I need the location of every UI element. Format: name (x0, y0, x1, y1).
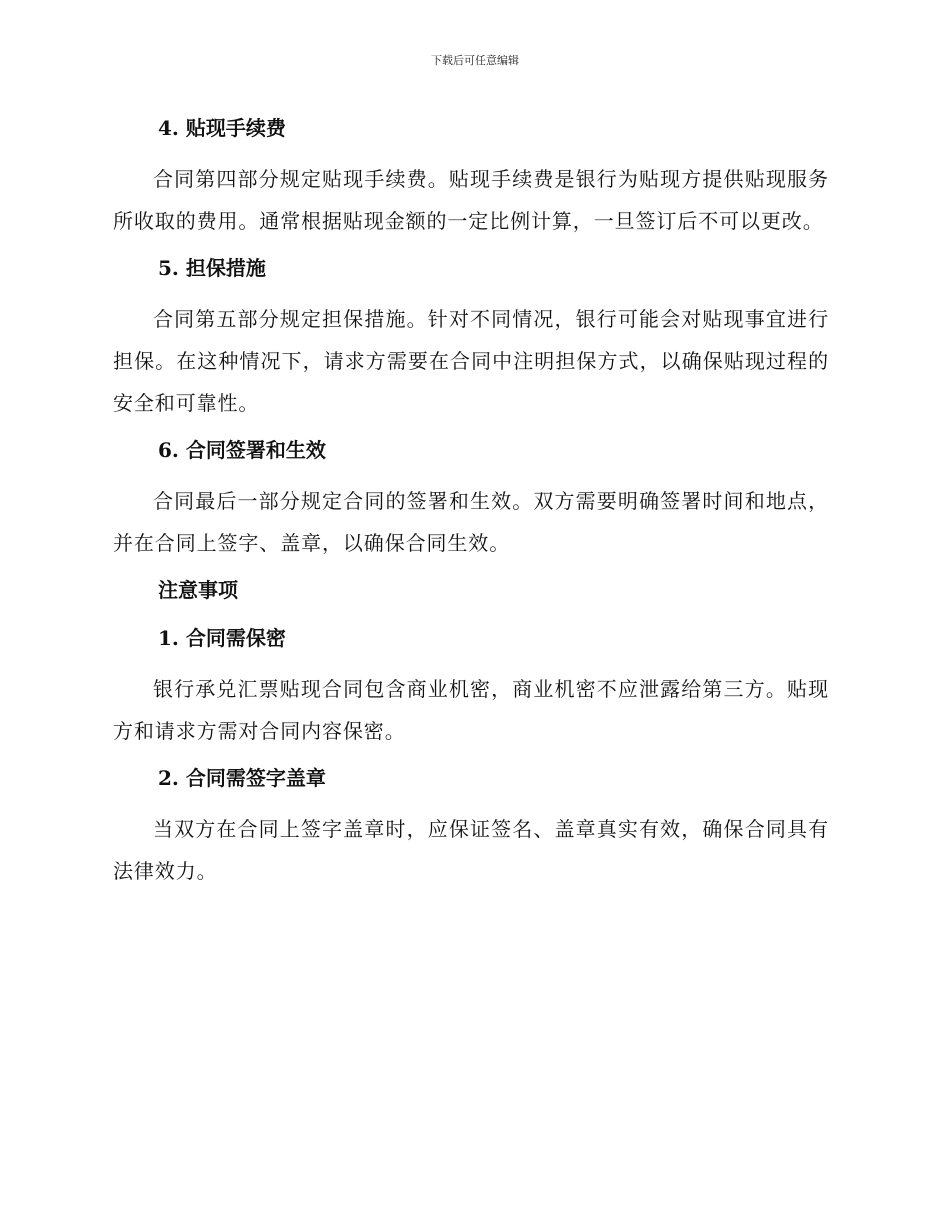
document-body (113, 110, 829, 892)
section-heading: 4. 贴现手续费 (158, 116, 286, 140)
section-heading: 5. 担保措施 (158, 256, 266, 280)
section-heading: 6. 合同签署和生效 (158, 438, 326, 462)
section-paragraph: 合同第四部分规定贴现手续费。贴现手续费是银行为贴现方提供贴现服务所收取的费用。通常根据贴现金额的一定比例计算，一旦签订后不可以更改。 (113, 167, 829, 233)
notes-title: 注意事项 (158, 578, 238, 602)
section-paragraph: 合同第五部分规定担保措施。针对不同情况，银行可能会对贴现事宜进行担保。在这种情况下，请求方需要在合同中注明担保方式，以确保贴现过程的安全和可靠性。 (113, 307, 829, 415)
section-paragraph: 合同最后一部分规定合同的签署和生效。双方需要明确签署时间和地点，并在合同上签字、盖章，以确保合同生效。 (113, 489, 829, 555)
note-paragraph: 银行承兑汇票贴现合同包含商业机密，商业机密不应泄露给第三方。贴现方和请求方需对合同内容保密。 (113, 677, 829, 743)
note-heading: 2. 合同需签字盖章 (158, 766, 326, 790)
note-heading: 1. 合同需保密 (158, 626, 286, 650)
page-header: 下载后可任意编辑 (431, 54, 519, 67)
note-paragraph: 当双方在合同上签字盖章时，应保证签名、盖章真实有效，确保合同具有法律效力。 (113, 817, 829, 883)
